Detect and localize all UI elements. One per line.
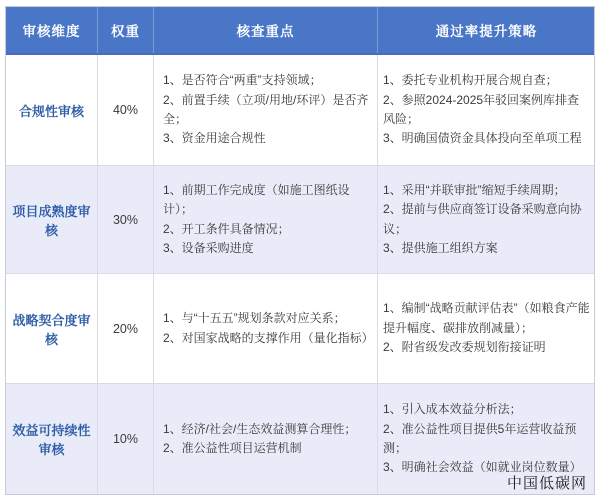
focus-item: 3、设备采购进度 [163, 240, 254, 255]
focus-item: 2、前置手续（立项/用地/环评）是否齐全； [163, 92, 369, 126]
strategy-item: 2、附省级发改委规划衔接证明 [383, 340, 546, 355]
table-row-compliance [6, 55, 594, 166]
strategy-item: 1、委托专业机构开展合规自查； [383, 73, 558, 88]
strategy-item: 2、准公益性项目提供5年运营收益预测； [383, 421, 577, 455]
strategy-item: 1、引入成本效益分析法； [383, 402, 522, 417]
strategy-item: 2、提前与供应商签订设备采购意向协议； [383, 202, 582, 236]
focus-item: 2、开工条件具备情况； [163, 221, 290, 236]
focus-cell [154, 166, 378, 273]
strategy-cell [378, 55, 595, 165]
strategy-item: 2、参照2024-2025年驳回案例库排查风险； [383, 92, 580, 126]
dimension-cell: 合规性审核 [6, 55, 98, 165]
watermark: 中国低碳网 [506, 476, 587, 492]
strategy-item: 3、提供施工组织方案 [383, 240, 498, 255]
weight-cell: 10% [98, 384, 154, 494]
weight-cell: 40% [98, 55, 154, 165]
table-row-strategic-fit [6, 274, 594, 384]
focus-item: 1、与“十五五”规划条款对应关系； [163, 311, 346, 326]
table-row-maturity [6, 166, 594, 274]
focus-item: 2、准公益性项目运营机制 [163, 441, 302, 455]
focus-item: 3、资金用途合规性 [163, 131, 266, 146]
focus-cell [154, 55, 378, 165]
audit-criteria-table [5, 6, 595, 495]
strategy-cell [378, 274, 595, 383]
strategy-item: 3、明确国债资金具体投向至单项工程 [383, 131, 582, 146]
dimension-cell: 战略契合度审核 [6, 274, 98, 383]
table-row-benefit-sustainability [6, 384, 594, 494]
weight-cell: 20% [98, 274, 154, 383]
strategy-item: 3、明确社会效益（如就业岗位数量） [383, 460, 582, 475]
header-pass-rate-strategy: 通过率提升策略 [435, 24, 538, 39]
strategy-item: 1、编制“战略贡献评估表”（如粮食产能提升幅度、碳排放削减量）； [383, 301, 590, 335]
dimension-cell: 项目成熟度审核 [6, 166, 98, 273]
dimension-cell: 效益可持续性审核 [6, 384, 98, 494]
table-header-row [6, 7, 594, 55]
header-verification-focus: 核查重点 [154, 7, 378, 53]
focus-item: 2、对国家战略的支撑作用（量化指标） [163, 330, 374, 345]
focus-cell [154, 274, 378, 383]
strategy-item: 1、采用“并联审批”缩短手续周期； [383, 182, 566, 197]
header-weight: 权重 [98, 7, 154, 53]
focus-item: 1、是否符合“两重”支持领域； [163, 73, 322, 88]
strategy-cell [378, 166, 595, 273]
focus-cell [154, 384, 378, 494]
focus-item: 1、前期工作完成度（如施工图纸设计）； [163, 182, 350, 217]
weight-cell: 30% [98, 166, 154, 273]
focus-item: 1、经济/社会/生态效益测算合理性； [163, 421, 357, 436]
header-audit-dimension: 审核维度 [6, 7, 98, 53]
